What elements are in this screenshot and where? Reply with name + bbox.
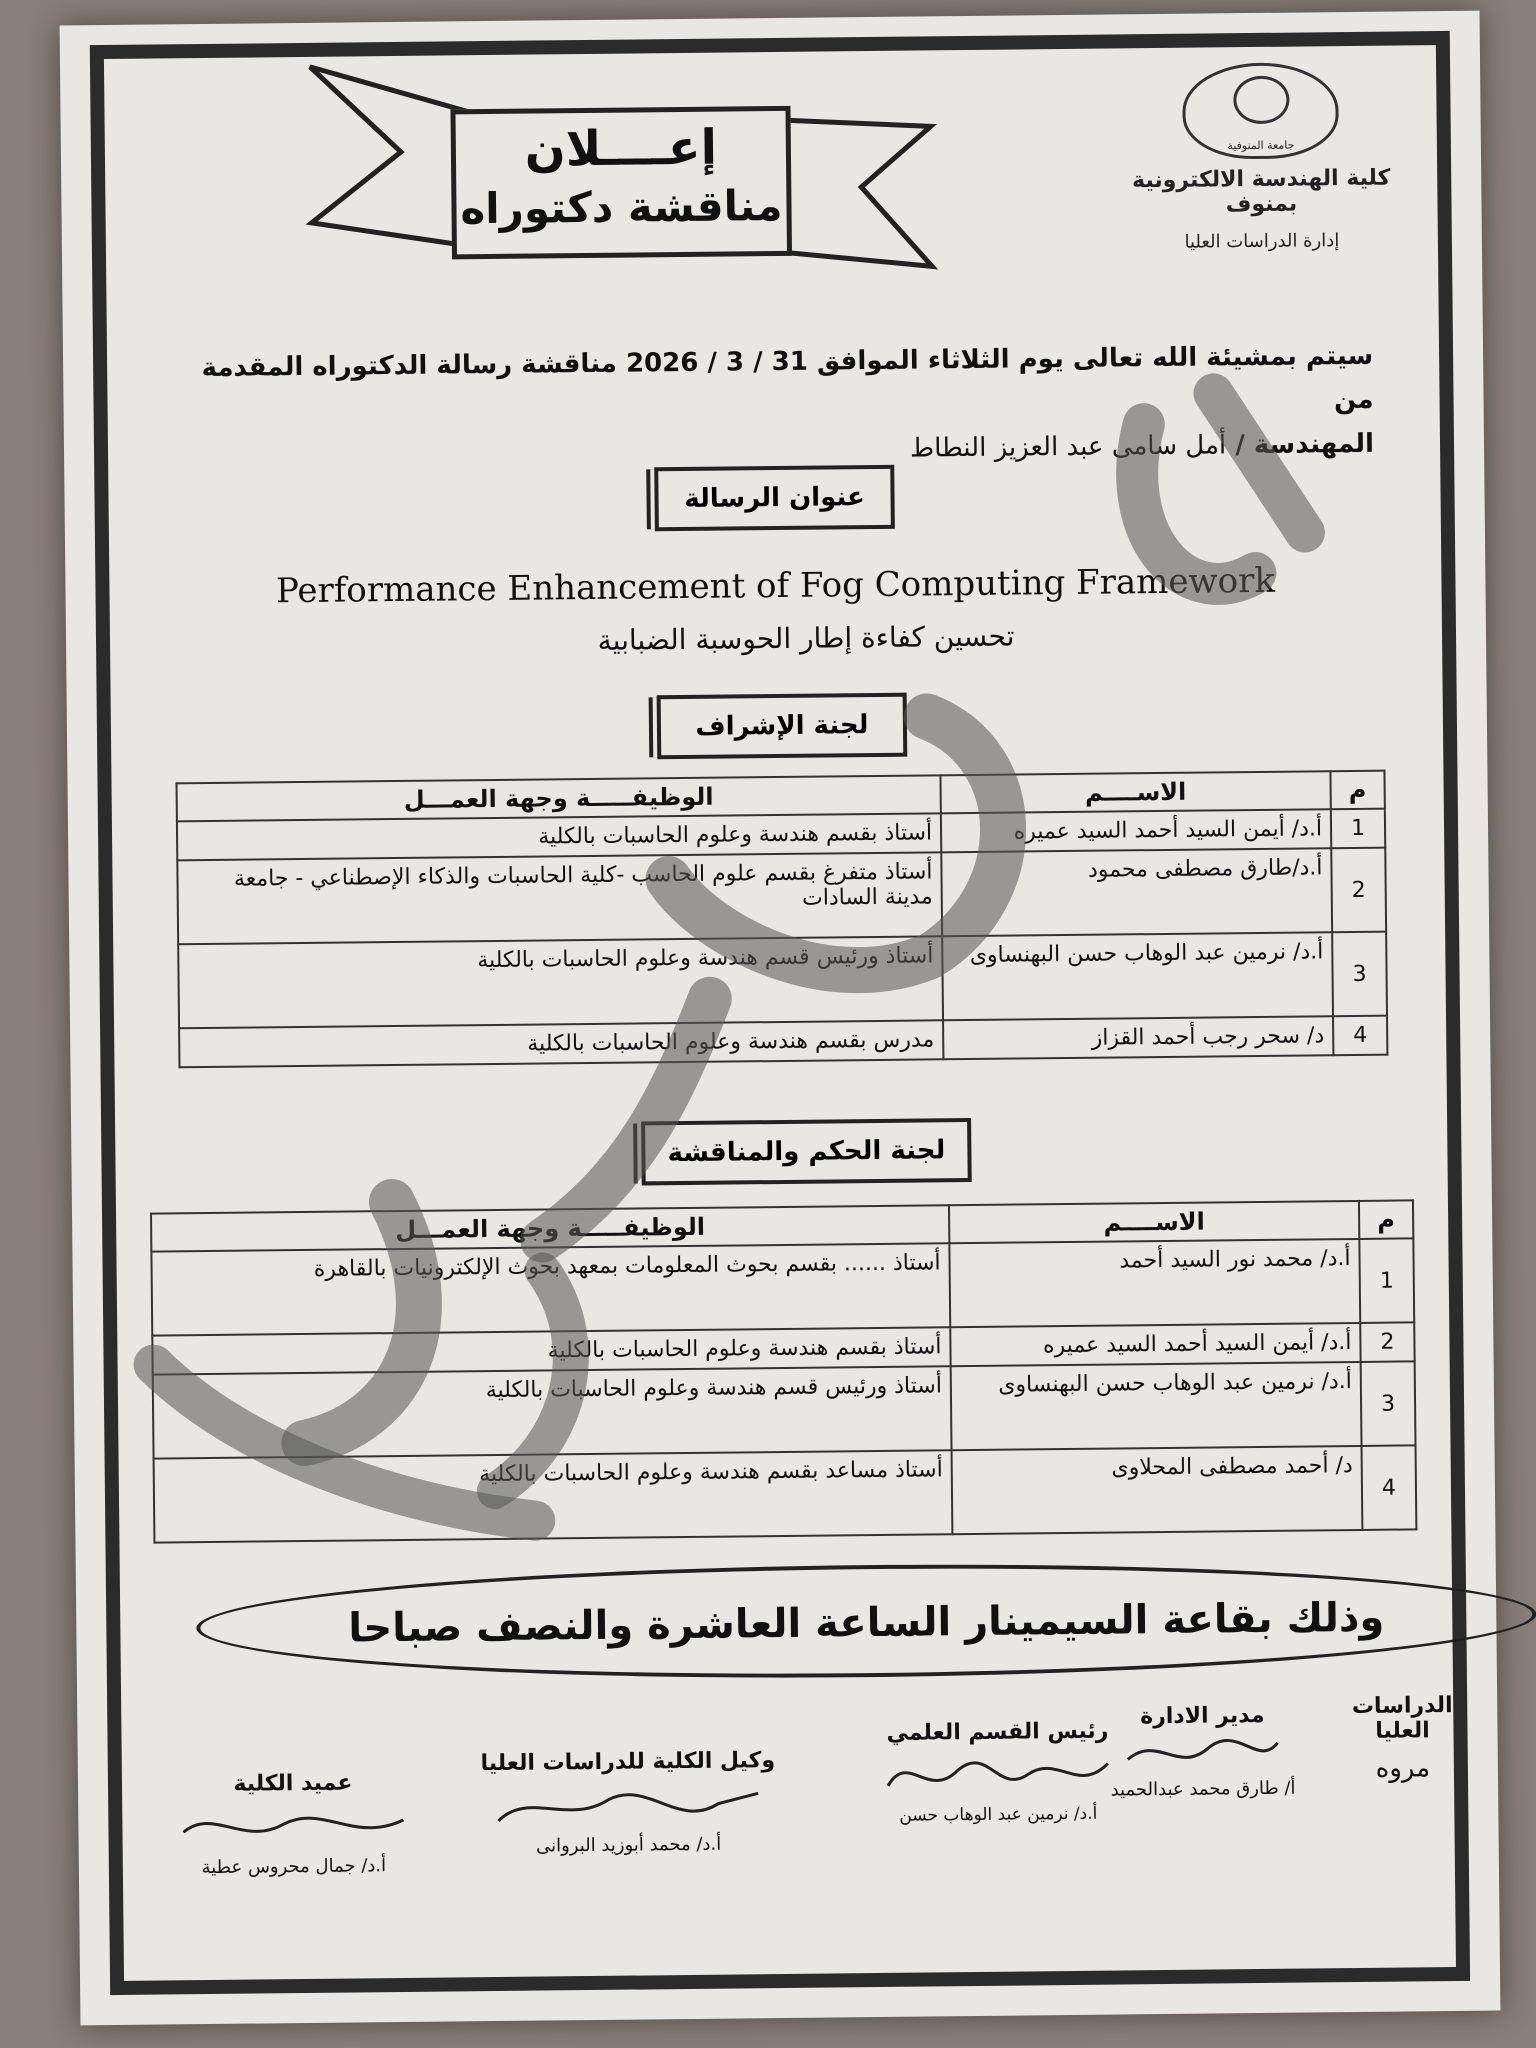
signature-name: مروه	[1375, 1753, 1431, 1784]
university-logo: جامعة المنوفية	[1182, 62, 1339, 160]
col-no: م	[1330, 771, 1384, 810]
row-job: أستاذ مساعد بقسم هندسة وعلوم الحاسبات بالكلية	[154, 1450, 953, 1542]
faculty-header	[1100, 61, 1422, 253]
row-name: أ.د/طارق مصطفى محمود	[941, 848, 1332, 936]
signature-director	[1097, 1703, 1308, 1801]
banner-subtitle: مناقشة دكتوراه	[460, 180, 783, 234]
signature-name: أ.د/ نرمين عبد الوهاب حسن	[899, 1803, 1098, 1826]
row-job: مدرس بقسم هندسة وعلوم الحاسبات بالكلية	[179, 1020, 943, 1067]
row-no: 3	[1361, 1361, 1416, 1446]
announcement-sheet	[60, 11, 1501, 2026]
supervision-table	[175, 770, 1388, 1069]
signature-grad-studies	[1332, 1693, 1473, 1784]
row-name: أ.د/ أيمن السيد أحمد السيد عميره	[950, 1323, 1360, 1366]
faculty-name: كلية الهندسة الالكترونية بمنوف	[1131, 165, 1391, 218]
banner-title: إعــــلان	[524, 119, 718, 178]
table-row	[153, 1361, 1416, 1458]
signature-dept-head	[867, 1718, 1128, 1826]
col-job: الوظيفـــــة وجهة العمـــل	[177, 775, 941, 821]
candidate-name: أمل سامى عبد العزيز النطاط	[909, 430, 1227, 464]
row-name: أ.د/ محمد نور السيد أحمد	[949, 1239, 1360, 1327]
thesis-title-en: Performance Enhancement of Fog Computing Framework	[275, 560, 1276, 612]
signature-dean	[158, 1770, 429, 1879]
row-no: 3	[1332, 932, 1387, 1017]
table-row	[178, 932, 1387, 1029]
intro-line: سيتم بمشيئة الله تعالى يوم الثلاثاء الموافق 31 / 3 / 2026 مناقشة رسالة الدكتوراه المقدمة من	[201, 340, 1374, 416]
signature-role: وكيل الكلية للدراسات العليا	[480, 1748, 776, 1777]
row-name: أ.د/ أيمن السيد أحمد السيد عميره	[941, 809, 1331, 852]
row-job: أستاذ بقسم هندسة وعلوم الحاسبات بالكلية	[177, 813, 941, 860]
row-no: 1	[1359, 1238, 1414, 1323]
signature-scribble	[173, 1795, 414, 1858]
table-row	[177, 848, 1386, 945]
admin-name: إدارة الدراسات العليا	[1184, 230, 1340, 253]
table-row	[154, 1445, 1417, 1542]
row-job: أستاذ ورئيس قسم هندسة وعلوم الحاسبات بالكلية	[178, 936, 943, 1028]
row-name: د/ أحمد مصطفى المحلاوى	[952, 1446, 1363, 1534]
signature-name: أ.د/ محمد أبوزيد البروانى	[535, 1833, 722, 1857]
signature-scribble	[488, 1773, 769, 1836]
signature-scribble	[1117, 1728, 1288, 1780]
row-name: أ.د/ نرمين عبد الوهاب حسن البهنساوى	[942, 932, 1333, 1020]
thesis-title-ar: تحسين كفاءة إطار الحوسبة الضبابية	[597, 619, 1015, 657]
signature-role: عميد الكلية	[233, 1770, 353, 1797]
row-job: أستاذ متفرغ بقسم علوم الحاسب -كلية الحاسبات والذكاء الإصطناعي - جامعة مدينة السادات	[177, 852, 942, 944]
signature-scribble	[878, 1744, 1119, 1807]
row-no: 4	[1362, 1445, 1417, 1530]
col-name: الاســــم	[940, 771, 1330, 813]
judging-table	[150, 1199, 1417, 1543]
announcement-banner	[300, 56, 942, 303]
signature-name: أ/ طارق محمد عبدالحميد	[1110, 1777, 1296, 1801]
table-row	[151, 1238, 1414, 1335]
row-no: 2	[1331, 848, 1386, 933]
signature-name: أ.د/ جمال محروس عطية	[201, 1855, 387, 1879]
signature-vice-dean	[458, 1748, 799, 1858]
signature-role: رئيس القسم العلمي	[886, 1718, 1109, 1746]
intro-paragraph	[173, 334, 1374, 479]
signature-role: الدراسات العليا	[1351, 1692, 1453, 1744]
row-name: أ.د/ نرمين عبد الوهاب حسن البهنساوى	[951, 1362, 1362, 1450]
thesis-label: عنوان الرسالة	[654, 465, 895, 532]
row-job: أستاذ ...... بقسم بحوث المعلومات بمعهد بحوث الإلكترونيات بالقاهرة	[151, 1243, 950, 1335]
supervision-label: لجنة الإشراف	[657, 693, 908, 760]
row-name: د/ سحر رجب أحمد القزاز	[943, 1016, 1333, 1059]
row-job: أستاذ بقسم هندسة وعلوم الحاسبات بالكلية	[152, 1327, 950, 1374]
candidate-prefix: المهندسة /	[1235, 428, 1375, 461]
col-name: الاســــم	[949, 1201, 1359, 1243]
col-job: الوظيفـــــة وجهة العمـــل	[151, 1205, 949, 1251]
judging-label: لجنة الحكم والمناقشة	[641, 1118, 972, 1185]
venue-note: وذلك بقاعة السيمينار الساعة العاشرة والنصف صباحا	[196, 1558, 1536, 1684]
col-no: م	[1359, 1200, 1413, 1239]
row-no: 4	[1333, 1016, 1387, 1056]
signature-role: مدير الادارة	[1140, 1702, 1265, 1730]
row-no: 1	[1331, 809, 1385, 849]
row-job: أستاذ ورئيس قسم هندسة وعلوم الحاسبات بالكلية	[153, 1366, 952, 1458]
row-no: 2	[1360, 1322, 1414, 1362]
banner-box	[450, 106, 792, 260]
